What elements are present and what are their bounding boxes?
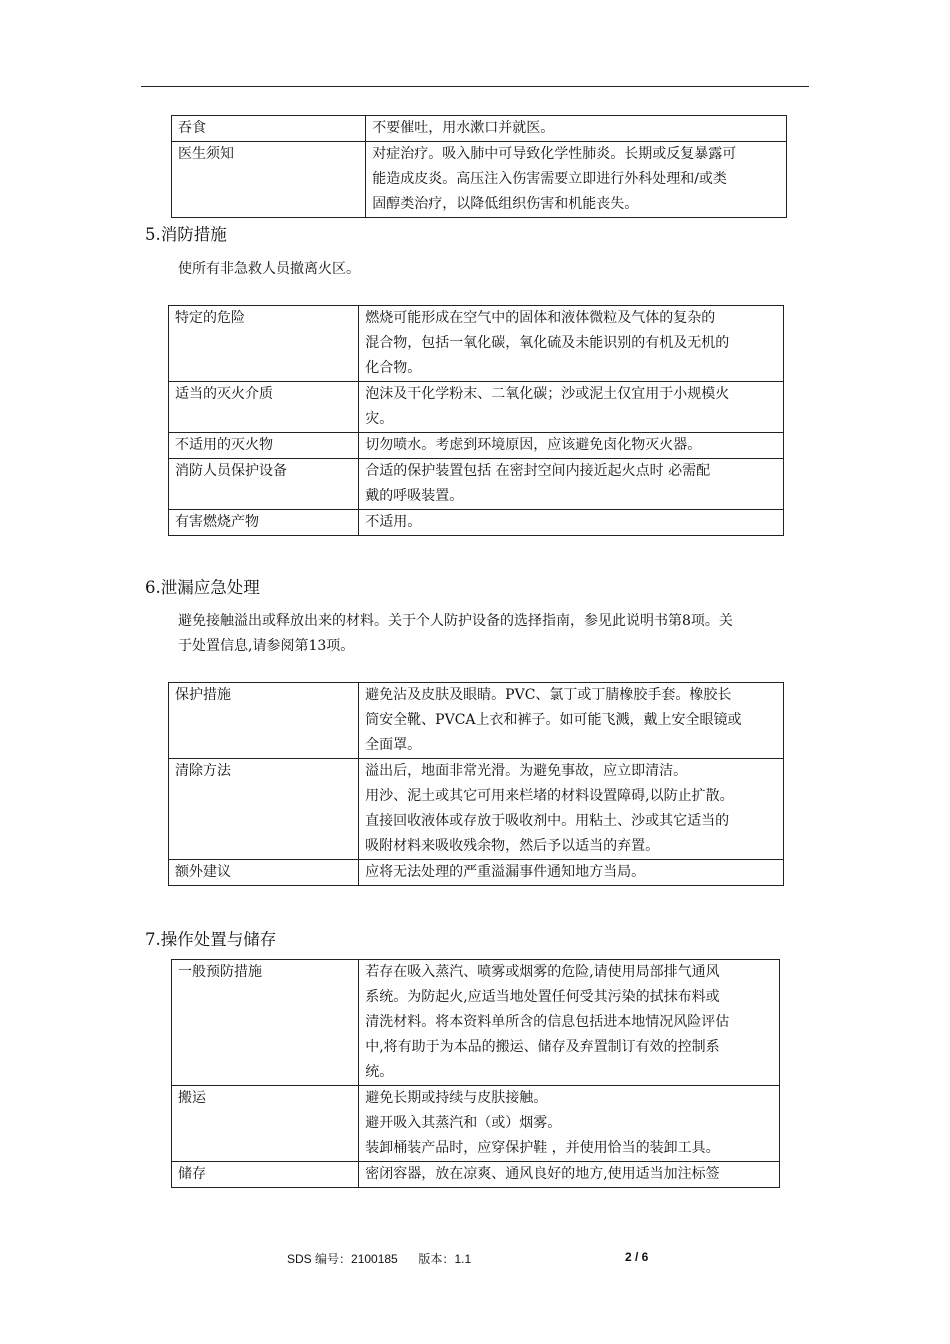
row-label: 特定的危险 <box>169 306 359 382</box>
row-value <box>359 960 780 1086</box>
table-row <box>169 459 784 510</box>
footer-sds-label: SDS 编号： <box>287 1252 352 1266</box>
row-value-line: 避开吸入其蒸汽和（或）烟雾。 <box>365 1115 562 1131</box>
table-row <box>169 860 784 886</box>
fire-fighting-table <box>168 305 784 536</box>
row-value-line: 应将无法处理的严重溢漏事件通知地方当局。 <box>365 864 646 880</box>
first-aid-table <box>171 115 787 218</box>
row-value-line: 若存在吸入蒸汽、喷雾或烟雾的危险,请使用局部排气通风 <box>365 964 720 980</box>
row-value-line: 统。 <box>365 1064 394 1080</box>
row-label: 储存 <box>172 1162 359 1188</box>
footer-version-label: 版本： <box>418 1252 455 1266</box>
table-row <box>172 960 780 1086</box>
row-value-line: 吸附材料来吸收残余物，然后予以适当的弃置。 <box>365 838 660 854</box>
row-label: 额外建议 <box>169 860 359 886</box>
footer-doc-info <box>287 1250 471 1267</box>
row-value-line: 不适用。 <box>365 514 422 530</box>
header-rule <box>141 86 809 87</box>
row-label: 医生须知 <box>172 142 366 218</box>
row-value-line: 密闭容器，放在凉爽、通风良好的地方,使用适当加注标签 <box>365 1166 720 1182</box>
row-value-line: 全面罩。 <box>365 737 422 753</box>
table-row <box>169 433 784 459</box>
row-value-line: 切勿喷水。考虑到环境原因，应该避免卤化物灭火器。 <box>365 437 702 453</box>
row-value-line: 化合物。 <box>365 360 422 376</box>
section-5-intro: 使所有非急救人员撤离火区。 <box>178 261 360 277</box>
table-row <box>169 759 784 860</box>
row-value-line: 对症治疗。吸入肺中可导致化学性肺炎。长期或反复暴露可 <box>372 146 737 162</box>
row-value <box>359 306 784 382</box>
table-row <box>172 1162 780 1188</box>
row-value-line: 避免长期或持续与皮肤接触。 <box>365 1090 548 1106</box>
row-label: 有害燃烧产物 <box>169 510 359 536</box>
row-value-line: 泡沫及干化学粉末、二氧化碳；沙或泥土仅宜用于小规模火 <box>365 386 730 402</box>
row-value-line: 混合物，包括一氧化碳，氧化硫及未能识别的有机及无机的 <box>365 335 730 351</box>
row-value <box>359 433 784 459</box>
row-value-line: 中,将有助于为本品的搬运、储存及弃置制订有效的控制系 <box>365 1039 720 1055</box>
row-label: 不适用的灭火物 <box>169 433 359 459</box>
row-value-line: 固醇类治疗，以降低组织伤害和机能丧失。 <box>372 196 639 212</box>
section-6-intro-line2: 于处置信息,请参阅第13项。 <box>178 638 355 654</box>
footer-version: 1.1 <box>454 1252 472 1266</box>
row-value-line: 筒安全靴、PVCA上衣和裤子。如可能飞溅，戴上安全眼镜或 <box>365 712 742 728</box>
row-value-line: 不要催吐，用水漱口并就医。 <box>372 120 555 136</box>
handling-storage-table <box>171 959 780 1188</box>
row-value-line: 灾。 <box>365 411 394 427</box>
row-label: 清除方法 <box>169 759 359 860</box>
row-label: 保护措施 <box>169 683 359 759</box>
table-row <box>172 142 787 218</box>
row-value <box>359 1086 780 1162</box>
row-value-line: 直接回收液体或存放于吸收剂中。用粘土、沙或其它适当的 <box>365 813 730 829</box>
row-value <box>359 382 784 433</box>
row-value-line: 合适的保护装置包括 在密封空间内接近起火点时 必需配 <box>365 463 711 479</box>
row-value <box>359 683 784 759</box>
row-value-line: 能造成皮炎。高压注入伤害需要立即进行外科处理和/或类 <box>372 171 727 187</box>
row-value <box>359 510 784 536</box>
section-6-intro-line1: 避免接触溢出或释放出来的材料。关于个人防护设备的选择指南，参见此说明书第8项。关 <box>178 613 733 629</box>
row-value-line: 避免沾及皮肤及眼睛。PVC、氯丁或丁腈橡胶手套。橡胶长 <box>365 687 732 703</box>
row-value-line: 燃烧可能形成在空气中的固体和液体微粒及气体的复杂的 <box>365 310 716 326</box>
row-value <box>366 142 787 218</box>
row-label: 适当的灭火介质 <box>169 382 359 433</box>
footer-sds-number: 2100185 <box>351 1252 398 1266</box>
row-value-line: 用沙、泥土或其它可用来栏堵的材料设置障碍,以防止扩散。 <box>365 788 734 804</box>
row-label: 一般预防措施 <box>172 960 359 1086</box>
table-row <box>172 116 787 142</box>
section-5-title: 5.消防措施 <box>145 225 227 244</box>
table-row <box>169 306 784 382</box>
table-row <box>172 1086 780 1162</box>
row-value <box>359 459 784 510</box>
table-row <box>169 683 784 759</box>
row-value-line: 清洗材料。将本资料单所含的信息包括进本地情况风险评估 <box>365 1014 730 1030</box>
section-6-title: 6.泄漏应急处理 <box>145 578 260 597</box>
footer-page-number: 2 / 6 <box>625 1250 649 1264</box>
row-value-line: 戴的呼吸装置。 <box>365 488 464 504</box>
row-label: 搬运 <box>172 1086 359 1162</box>
row-label: 消防人员保护设备 <box>169 459 359 510</box>
row-value <box>359 759 784 860</box>
row-value <box>359 1162 780 1188</box>
row-value <box>366 116 787 142</box>
accidental-release-table <box>168 682 784 886</box>
section-7-title: 7.操作处置与储存 <box>145 930 277 949</box>
row-label: 吞食 <box>172 116 366 142</box>
row-value-line: 系统。为防起火,应适当地处置任何受其污染的拭抹布料或 <box>365 989 720 1005</box>
row-value <box>359 860 784 886</box>
row-value-line: 溢出后，地面非常光滑。为避免事故，应立即清洁。 <box>365 763 688 779</box>
table-row <box>169 510 784 536</box>
row-value-line: 装卸桶装产品时，应穿保护鞋 ，并使用恰当的装卸工具。 <box>365 1140 720 1156</box>
table-row <box>169 382 784 433</box>
